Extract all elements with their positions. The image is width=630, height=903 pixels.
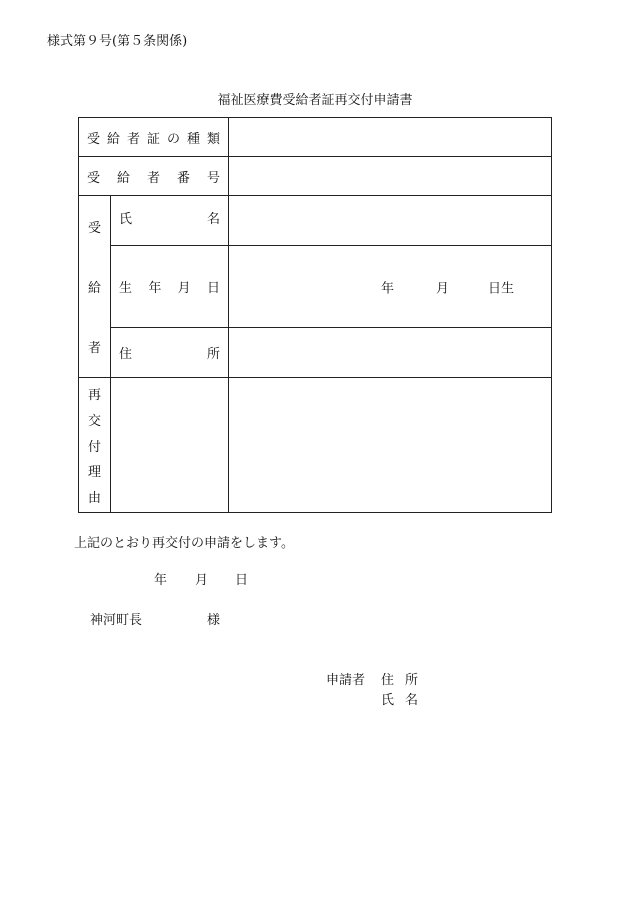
birth-day-unit: 日生 bbox=[488, 281, 515, 296]
birthdate-label: 生 年 月 日 bbox=[111, 246, 229, 328]
recipient-group-label: 受 給 者 bbox=[79, 196, 111, 378]
certificate-type-row bbox=[79, 118, 552, 157]
recipient-number-row bbox=[79, 157, 552, 196]
addressee-honorific: 様 bbox=[207, 613, 221, 628]
date-year-unit: 年 bbox=[154, 573, 168, 588]
applicant-label: 申請者 bbox=[326, 673, 366, 688]
birthdate-field[interactable] bbox=[229, 246, 552, 328]
address-row bbox=[79, 328, 552, 378]
birth-month-unit: 月 bbox=[436, 281, 450, 296]
applicant-address-char-1: 住 bbox=[381, 673, 395, 688]
recipient-number-field[interactable] bbox=[229, 157, 552, 196]
certificate-type-field[interactable] bbox=[229, 118, 552, 157]
applicant-name-char-1: 氏 bbox=[381, 693, 395, 708]
form-title: 福祉医療費受給者証再交付申請書 bbox=[217, 93, 413, 108]
name-row bbox=[79, 196, 552, 246]
name-field[interactable] bbox=[229, 196, 552, 246]
birth-year-unit: 年 bbox=[381, 281, 395, 296]
name-label: 氏 名 bbox=[111, 196, 229, 246]
birthdate-row bbox=[79, 246, 552, 328]
address-label: 住 所 bbox=[111, 328, 229, 378]
applicant-address-char-2: 所 bbox=[405, 673, 419, 688]
form-number: 様式第９号(第５条関係) bbox=[47, 34, 188, 49]
date-day-unit: 日 bbox=[235, 573, 249, 588]
recipient-number-label: 受 給 者 番 号 bbox=[79, 157, 229, 196]
address-field[interactable] bbox=[229, 328, 552, 378]
certificate-type-label: 受 給 者 証 の 種 類 bbox=[79, 118, 229, 157]
reason-field-right[interactable] bbox=[229, 378, 552, 513]
reason-field-left[interactable] bbox=[111, 378, 229, 513]
statement: 上記のとおり再交付の申請をします。 bbox=[74, 536, 294, 551]
date-month-unit: 月 bbox=[195, 573, 209, 588]
applicant-name-char-2: 名 bbox=[405, 693, 419, 708]
addressee-name: 神河町長 bbox=[90, 613, 143, 628]
application-form-table bbox=[78, 117, 552, 513]
reason-row bbox=[79, 378, 552, 513]
reason-label: 再 交 付 理 由 bbox=[79, 378, 111, 513]
